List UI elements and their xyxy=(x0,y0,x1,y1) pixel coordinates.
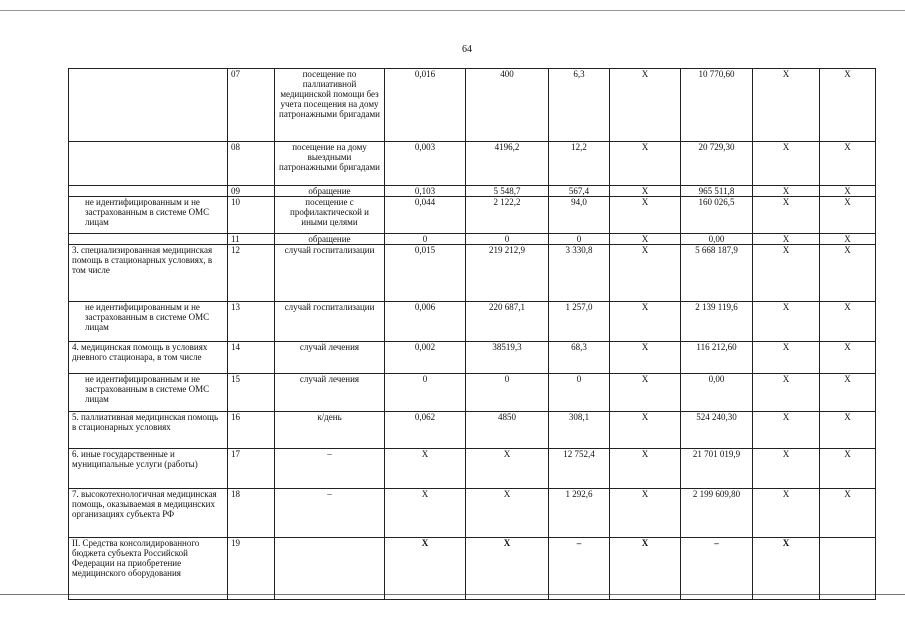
row-unit-cell: – xyxy=(275,489,385,538)
row-volume-cell: 0,003 xyxy=(385,142,466,186)
row-col7-cell: X xyxy=(610,412,681,449)
row-col10-cell: X xyxy=(820,142,876,186)
row-col9-cell: X xyxy=(753,412,820,449)
row-code-cell: 14 xyxy=(228,342,275,374)
table-row xyxy=(69,302,876,342)
row-col7-cell: X xyxy=(610,197,681,234)
row-col9-cell: X xyxy=(753,538,820,600)
row-norm-cell: 0 xyxy=(549,374,610,412)
row-unit-cell: обращение xyxy=(275,186,385,197)
row-total-cell: 0,00 xyxy=(681,374,753,412)
row-name-cell: II. Средства консолидированного бюджета субъекта Российской Федерации на приобретение медицинского оборудования xyxy=(69,538,228,600)
row-code-cell: 12 xyxy=(228,245,275,302)
row-unit-cell: посещение на дому выездными патронажными бригадами xyxy=(275,142,385,186)
row-total-cell: 10 770,60 xyxy=(681,69,753,142)
row-col10-cell: X xyxy=(820,489,876,538)
row-name-cell: 7. высокотехнологичная медицинская помощь, оказываемая в медицинских организациях субъекта РФ xyxy=(69,489,228,538)
row-total-cell: 21 701 019,9 xyxy=(681,449,753,489)
row-col9-cell: X xyxy=(753,489,820,538)
row-norm-cell: 1 257,0 xyxy=(549,302,610,342)
row-name-cell: 4. медицинская помощь в условиях дневного стационара, в том числе xyxy=(69,342,228,374)
row-col10-cell: X xyxy=(820,374,876,412)
row-code-cell: 10 xyxy=(228,197,275,234)
row-col7-cell: X xyxy=(610,302,681,342)
row-code-cell: 16 xyxy=(228,412,275,449)
row-col7-cell: X xyxy=(610,234,681,245)
row-norm-cell: – xyxy=(549,538,610,600)
row-col7-cell: X xyxy=(610,186,681,197)
row-total-cell: 116 212,60 xyxy=(681,342,753,374)
row-col9-cell: X xyxy=(753,142,820,186)
row-col7-cell: X xyxy=(610,449,681,489)
row-cost-cell: 400 xyxy=(466,69,549,142)
row-norm-cell: 0 xyxy=(549,234,610,245)
row-col7-cell: X xyxy=(610,374,681,412)
row-col10-cell xyxy=(820,538,876,600)
row-norm-cell: 3 330,8 xyxy=(549,245,610,302)
table-row xyxy=(69,342,876,374)
table-row xyxy=(69,186,876,197)
row-col9-cell: X xyxy=(753,234,820,245)
table-row xyxy=(69,449,876,489)
row-total-cell: 2 139 119,6 xyxy=(681,302,753,342)
row-col9-cell: X xyxy=(753,449,820,489)
scan-top-edge xyxy=(0,10,905,11)
row-col10-cell: X xyxy=(820,302,876,342)
row-col9-cell: X xyxy=(753,245,820,302)
row-col10-cell: X xyxy=(820,342,876,374)
row-total-cell: 2 199 609,80 xyxy=(681,489,753,538)
row-col7-cell: X xyxy=(610,142,681,186)
row-unit-cell: случай лечения xyxy=(275,342,385,374)
row-norm-cell: 12,2 xyxy=(549,142,610,186)
row-cost-cell: 2 122,2 xyxy=(466,197,549,234)
row-col9-cell: X xyxy=(753,186,820,197)
row-unit-cell: случай госпитализации xyxy=(275,302,385,342)
row-col9-cell: X xyxy=(753,197,820,234)
row-col7-cell: X xyxy=(610,538,681,600)
row-norm-cell: 567,4 xyxy=(549,186,610,197)
row-unit-cell: обращение xyxy=(275,234,385,245)
row-code-cell: 19 xyxy=(228,538,275,600)
row-name-cell xyxy=(69,69,228,142)
row-unit-cell: случай госпитализации xyxy=(275,245,385,302)
row-col7-cell: X xyxy=(610,69,681,142)
row-total-cell: 5 668 187,9 xyxy=(681,245,753,302)
row-volume-cell: X xyxy=(385,449,466,489)
row-name-cell: не идентифицированным и не застрахованным в системе ОМС лицам xyxy=(69,197,228,234)
row-cost-cell: 219 212,9 xyxy=(466,245,549,302)
row-unit-cell: случай лечения xyxy=(275,374,385,412)
row-total-cell: 20 729,30 xyxy=(681,142,753,186)
row-unit-cell: посещение по паллиативной медицинской помощи без учета посещения на дому патронажными бригадами xyxy=(275,69,385,142)
row-code-cell: 18 xyxy=(228,489,275,538)
row-cost-cell: X xyxy=(466,538,549,600)
row-name-cell: не идентифицированным и не застрахованным в системе ОМС лицам xyxy=(69,374,228,412)
row-volume-cell: 0 xyxy=(385,234,466,245)
row-cost-cell: 38519,3 xyxy=(466,342,549,374)
row-name-cell: 3. специализированная медицинская помощь в стационарных условиях, в том числе xyxy=(69,245,228,302)
row-norm-cell: 6,3 xyxy=(549,69,610,142)
table-row xyxy=(69,234,876,245)
row-volume-cell: 0,044 xyxy=(385,197,466,234)
table-row xyxy=(69,374,876,412)
row-name-cell xyxy=(69,186,228,197)
row-code-cell: 11 xyxy=(228,234,275,245)
row-col9-cell: X xyxy=(753,69,820,142)
row-col9-cell: X xyxy=(753,374,820,412)
row-code-cell: 07 xyxy=(228,69,275,142)
row-name-cell xyxy=(69,142,228,186)
table-row xyxy=(69,538,876,600)
row-cost-cell: 0 xyxy=(466,234,549,245)
row-total-cell: 160 026,5 xyxy=(681,197,753,234)
row-total-cell: 965 511,8 xyxy=(681,186,753,197)
row-col10-cell: X xyxy=(820,449,876,489)
row-unit-cell: посещение с профилактической и иными целями xyxy=(275,197,385,234)
row-col10-cell: X xyxy=(820,245,876,302)
row-norm-cell: 68,3 xyxy=(549,342,610,374)
row-col7-cell: X xyxy=(610,245,681,302)
row-col7-cell: X xyxy=(610,342,681,374)
table-row xyxy=(69,489,876,538)
row-cost-cell: 0 xyxy=(466,374,549,412)
row-volume-cell: 0,002 xyxy=(385,342,466,374)
row-volume-cell: X xyxy=(385,489,466,538)
row-cost-cell: X xyxy=(466,489,549,538)
row-norm-cell: 1 292,6 xyxy=(549,489,610,538)
row-volume-cell: 0,062 xyxy=(385,412,466,449)
row-norm-cell: 94,0 xyxy=(549,197,610,234)
row-volume-cell: 0,016 xyxy=(385,69,466,142)
row-col9-cell: X xyxy=(753,302,820,342)
row-col10-cell: X xyxy=(820,234,876,245)
page-number: 64 xyxy=(462,44,472,55)
table-row xyxy=(69,142,876,186)
funding-table xyxy=(68,68,876,600)
row-cost-cell: 5 548,7 xyxy=(466,186,549,197)
row-volume-cell: X xyxy=(385,538,466,600)
table-row xyxy=(69,245,876,302)
row-cost-cell: 4850 xyxy=(466,412,549,449)
row-norm-cell: 308,1 xyxy=(549,412,610,449)
row-total-cell: 524 240,30 xyxy=(681,412,753,449)
row-unit-cell: к/день xyxy=(275,412,385,449)
row-name-cell: не идентифицированным и не застрахованным в системе ОМС лицам xyxy=(69,302,228,342)
row-volume-cell: 0,103 xyxy=(385,186,466,197)
row-code-cell: 09 xyxy=(228,186,275,197)
row-col7-cell: X xyxy=(610,489,681,538)
row-cost-cell: 4196,2 xyxy=(466,142,549,186)
table-row xyxy=(69,412,876,449)
row-code-cell: 08 xyxy=(228,142,275,186)
row-col10-cell: X xyxy=(820,69,876,142)
row-cost-cell: X xyxy=(466,449,549,489)
row-col10-cell: X xyxy=(820,197,876,234)
row-code-cell: 17 xyxy=(228,449,275,489)
table-row xyxy=(69,69,876,142)
row-total-cell: 0,00 xyxy=(681,234,753,245)
row-norm-cell: 12 752,4 xyxy=(549,449,610,489)
row-volume-cell: 0,015 xyxy=(385,245,466,302)
row-col10-cell: X xyxy=(820,412,876,449)
row-name-cell xyxy=(69,234,228,245)
table-row xyxy=(69,197,876,234)
row-cost-cell: 220 687,1 xyxy=(466,302,549,342)
row-code-cell: 15 xyxy=(228,374,275,412)
row-volume-cell: 0,006 xyxy=(385,302,466,342)
row-unit-cell xyxy=(275,538,385,600)
row-volume-cell: 0 xyxy=(385,374,466,412)
row-unit-cell: – xyxy=(275,449,385,489)
row-total-cell: – xyxy=(681,538,753,600)
row-code-cell: 13 xyxy=(228,302,275,342)
row-col10-cell: X xyxy=(820,186,876,197)
row-name-cell: 5. паллиативная медицинская помощь в стационарных условиях xyxy=(69,412,228,449)
row-name-cell: 6. иные государственные и муниципальные услуги (работы) xyxy=(69,449,228,489)
row-col9-cell: X xyxy=(753,342,820,374)
